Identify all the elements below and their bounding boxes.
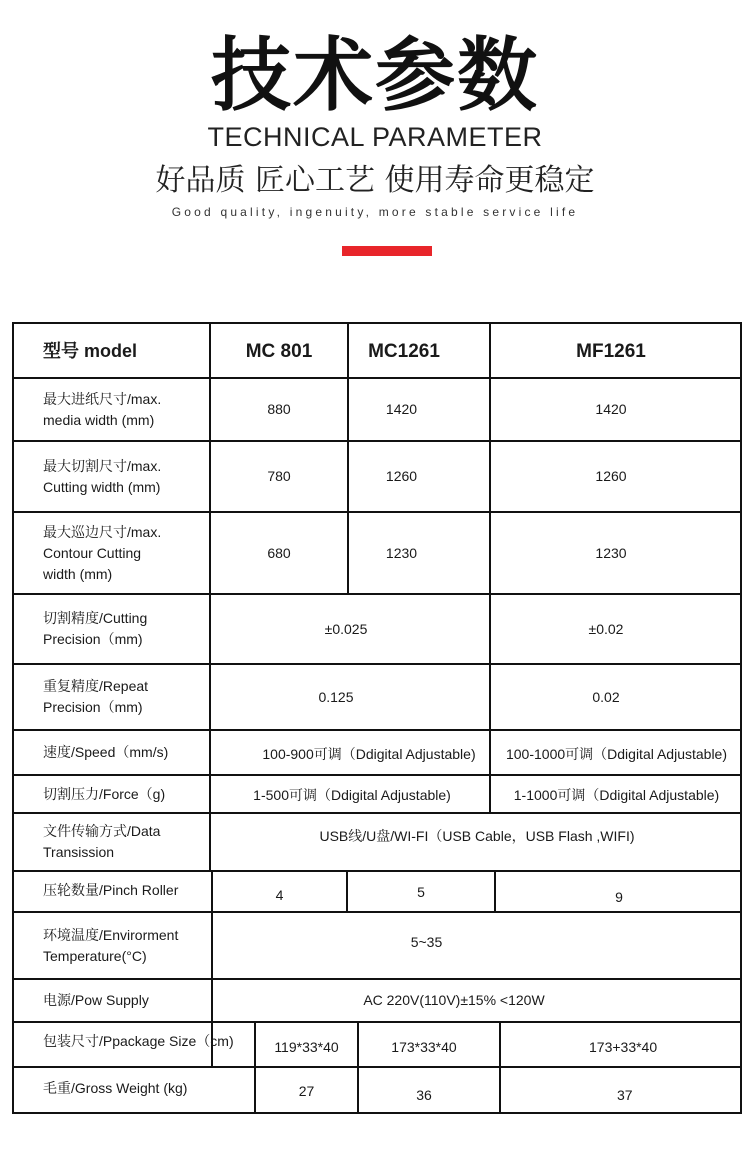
package-mc801: 119*33*40 xyxy=(274,1039,339,1055)
transmission-value: USB线/U盘/WI-FI（USB Cable，USB Flash ,WIFI) xyxy=(319,827,635,844)
weight-mf1261: 37 xyxy=(617,1086,633,1103)
pinch-label: 压轮数量/Pinch Roller xyxy=(43,882,179,898)
model-mf1261: MF1261 xyxy=(576,341,646,362)
transmission-label: 文件传输方式/Data Transission xyxy=(43,823,161,860)
cutting-width-mc801: 780 xyxy=(267,468,291,484)
weight-mc1261: 36 xyxy=(416,1086,432,1103)
temperature-value: 5~35 xyxy=(410,934,443,950)
model-header-label: 型号 model xyxy=(43,341,138,361)
precision-mf: ±0.02 xyxy=(588,620,624,637)
force-label: 切割压力/Force（g) xyxy=(43,785,166,802)
pinch-mc801: 4 xyxy=(275,887,284,903)
temperature-label: 环境温度/Envirorment Temperature(°C) xyxy=(43,926,179,964)
model-mc1261: MC1261 xyxy=(368,341,440,362)
media-width-mc1261: 1420 xyxy=(385,401,418,417)
contour-width-mc1261: 1230 xyxy=(385,544,418,561)
weight-mc801: 27 xyxy=(298,1082,315,1099)
page-title: 技术参数 xyxy=(211,29,539,122)
media-width-mf1261: 1420 xyxy=(595,401,627,417)
pinch-mf1261: 9 xyxy=(615,889,623,905)
power-value: AC 220V(110V)±15% <120W xyxy=(363,992,545,1008)
repeat-label: 重复精度/Repeat Precision（mm) xyxy=(43,678,149,715)
force-mc: 1-500可调（Ddigital Adjustable) xyxy=(253,786,451,803)
slogan-english: Good quality, ingenuity, more stable service life xyxy=(171,205,579,219)
media-width-label: 最大进纸尺寸/max. media width (mm) xyxy=(43,390,162,428)
accent-divider xyxy=(342,246,432,256)
page-title-english: TECHNICAL PARAMETER xyxy=(207,122,543,152)
cutting-width-mc1261: 1260 xyxy=(385,468,418,484)
repeat-mc: 0.125 xyxy=(318,688,354,705)
media-width-mc801: 880 xyxy=(267,401,291,417)
package-label: 包装尺寸/Ppackage Size（cm) xyxy=(43,1033,234,1049)
power-label: 电源/Pow Supply xyxy=(43,992,149,1008)
cutting-width-mf1261: 1260 xyxy=(595,468,627,484)
repeat-mf: 0.02 xyxy=(592,688,620,705)
speed-label: 速度/Speed（mm/s) xyxy=(43,744,169,760)
pinch-mc1261: 5 xyxy=(417,884,425,900)
contour-width-mf1261: 1230 xyxy=(595,544,627,561)
cutting-width-label: 最大切割尺寸/max. Cutting width (mm) xyxy=(43,457,162,495)
speed-mf: 100-1000可调（Ddigital Adjustable) xyxy=(505,746,727,762)
contour-width-label: 最大巡边尺寸/max. Contour Cutting width (mm) xyxy=(43,523,162,582)
weight-label: 毛重/Gross Weight (kg) xyxy=(43,1080,188,1096)
precision-mc: ±0.025 xyxy=(324,620,368,637)
speed-mc: 100-900可调（Ddigital Adjustable) xyxy=(262,746,476,762)
package-mf1261: 173+33*40 xyxy=(589,1039,658,1055)
model-mc801: MC 801 xyxy=(245,341,313,362)
slogan: 好品质 匠心工艺 使用寿命更稳定 xyxy=(155,163,595,198)
precision-label: 切割精度/Cutting Precision（mm) xyxy=(43,610,148,647)
contour-width-mc801: 680 xyxy=(267,544,291,561)
spec-table xyxy=(12,322,742,1114)
package-mc1261: 173*33*40 xyxy=(391,1039,457,1055)
force-mf: 1-1000可调（Ddigital Adjustable) xyxy=(513,786,720,803)
